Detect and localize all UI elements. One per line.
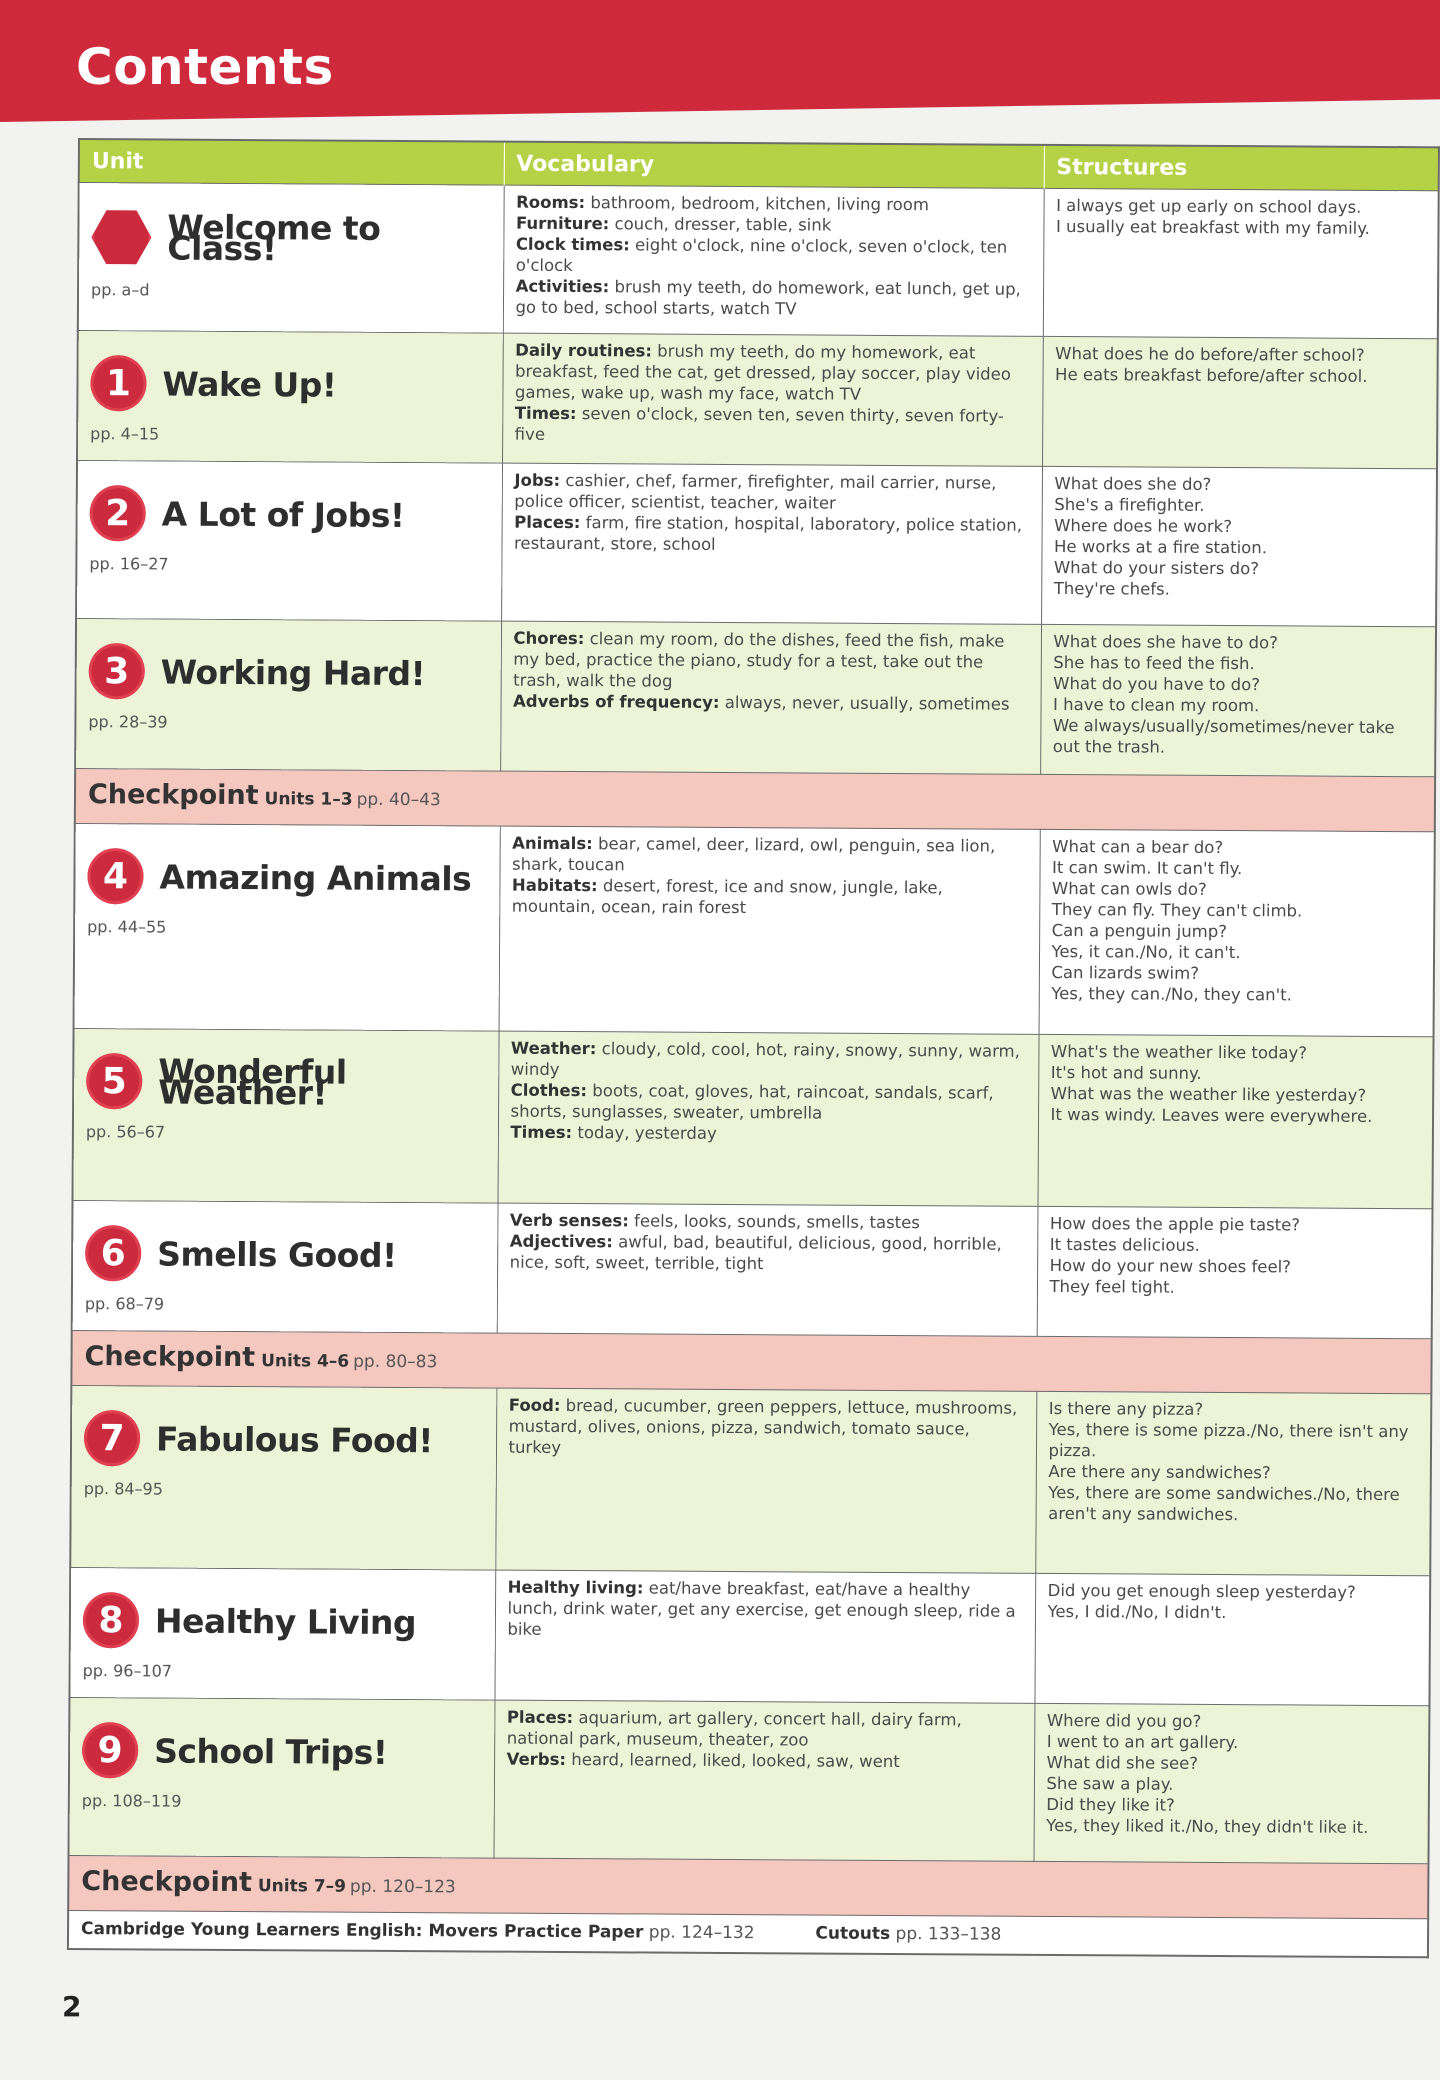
vocabulary-label: Chores: [513,628,585,649]
structure-sentence: He works at a fire station. [1053,536,1268,558]
table-body [68,183,1439,1919]
vocabulary-words: brush my teeth, do my homework, eat breakfast, feed the cat, get dressed, play soccer, play video games, wake up, wash my face, watch TV [514,341,1012,404]
vocabulary-entry [513,691,1028,715]
structure-sentence: Yes, they liked it./No, they didn't like it. [1046,1815,1369,1837]
unit-number-badge: 1 [90,355,146,411]
unit-cell [69,1697,495,1858]
checkpoint-units: Units 1–3 [264,788,353,810]
unit-number-badge: 5 [86,1053,142,1109]
unit-title: A Lot of Jobs! [161,494,405,535]
vocabulary-label: Jobs: [514,470,561,490]
unit-title: Smells Good! [157,1234,397,1275]
unit-pages: pp. 4–15 [90,424,160,444]
vocabulary-cell [502,333,1043,466]
structure-sentence: She saw a play. [1046,1773,1174,1794]
unit-cell [69,1567,495,1700]
unit-row [72,1200,1433,1338]
vocabulary-entry [508,1395,1023,1461]
structure-sentence: She has to feed the fish. [1053,652,1255,674]
practice-paper-pages: pp. 124–132 [648,1922,755,1944]
structure-sentence: It can swim. It can't fly. [1052,857,1243,879]
vocabulary-words: eat/have breakfast, eat/have a healthy lunch, drink water, get any exercise, get enough sleep, ride a bike [507,1578,1016,1639]
structure-sentence: It's hot and sunny. [1050,1062,1202,1083]
unit-row [77,331,1438,469]
vocabulary-entry [516,234,1031,279]
practice-paper-label: Cambridge Young Learners English: Movers Practice Paper [80,1919,644,1943]
unit-heading [84,1410,484,1468]
unit-pages: pp. a–d [91,280,150,300]
vocabulary-label: Weather: [510,1038,597,1059]
checkpoint-cell [71,1330,1431,1393]
vocabulary-words: aquarium, art gallery, concert hall, dairy farm, national park, museum, theater, zoo [506,1708,962,1750]
vocabulary-words: always, never, usually, sometimes [719,692,1010,714]
structures-cell [1040,624,1436,776]
contents-frame [67,138,1438,1994]
structures-cell [1035,1391,1431,1575]
vocabulary-label: Places: [514,512,581,533]
checkpoint-pages: pp. 40–43 [356,789,441,810]
unit-cell [74,823,500,1031]
structure-sentence: What did she see? [1046,1752,1199,1773]
unit-number-badge: 9 [82,1722,138,1778]
welcome-badge-icon [91,207,151,267]
vocabulary-label: Times: [514,403,577,424]
structure-sentence: Yes, they can./No, they can't. [1051,983,1292,1005]
vocabulary-entry [513,628,1028,694]
structure-sentence: Did you get enough sleep yesterday? [1047,1580,1356,1602]
vocabulary-entry [511,1038,1026,1083]
structure-sentence: Can a penguin jump? [1051,920,1228,942]
vocabulary-label: Healthy living: [507,1577,644,1598]
structure-sentence: How do your new shoes feel? [1049,1255,1292,1277]
vocabulary-label: Rooms: [516,192,586,213]
structure-sentence: Yes, there are some sandwiches./No, there aren't any sandwiches. [1048,1482,1400,1525]
vocabulary-label: Places: [506,1707,574,1728]
vocabulary-entry [515,276,1030,321]
structures-cell [1037,1034,1433,1208]
unit-title: School Trips! [154,1730,388,1772]
checkpoint-cell [68,1855,1428,1918]
vocabulary-words: heard, learned, liked, looked, saw, went [565,1750,900,1772]
vocabulary-words: today, yesterday [572,1123,717,1143]
checkpoint-title: Checkpoint [87,778,259,811]
unit-row [70,1385,1431,1575]
vocabulary-label: Verbs: [506,1749,567,1770]
footer-row [68,1910,1428,1957]
vocabulary-words: cloudy, cold, cool, hot, rainy, snowy, sunny, warm, windy [510,1039,1020,1079]
structure-sentence: She's a firefighter. [1054,494,1205,515]
page-title: Contents [76,38,334,96]
unit-number-badge: 7 [84,1410,140,1466]
vocabulary-label: Activities: [515,276,610,297]
unit-row [69,1567,1430,1705]
vocabulary-entry [507,1707,1022,1752]
structure-sentence: Can lizards swim? [1051,962,1200,983]
vocabulary-cell [497,1203,1038,1336]
structure-sentence: Is there any pizza? [1048,1398,1204,1419]
vocabulary-words: bread, cucumber, green peppers, lettuce, mushrooms, mustard, olives, onions, pizza, sandwich, tomato sauce, turkey [508,1395,1018,1457]
structures-cell [1033,1703,1429,1863]
vocabulary-words: couch, dresser, table, sink [609,214,832,235]
structure-sentence: What does she do? [1054,473,1212,494]
structure-sentence: What do your sisters do? [1053,557,1260,579]
structure-sentence: What was the weather like yesterday? [1050,1083,1367,1105]
unit-heading [90,485,490,543]
structure-sentence: How does the apple pie taste? [1049,1213,1301,1235]
structure-sentence: We always/usually/sometimes/never take out the trash. [1052,715,1395,757]
unit-heading [90,355,490,413]
vocabulary-entry [510,1231,1025,1276]
header-vocabulary: Vocabulary [504,142,1044,189]
vocabulary-label: Clothes: [510,1080,588,1101]
unit-pages: pp. 56–67 [85,1122,166,1142]
unit-row [75,618,1436,776]
vocabulary-cell [500,621,1041,774]
vocabulary-words: awful, bad, beautiful, delicious, good, horrible, nice, soft, sweet, terrible, tight [509,1232,1002,1274]
page-number: 2 [62,1990,82,2023]
vocabulary-entry [514,512,1029,557]
structures-cell [1034,1573,1430,1705]
vocabulary-label: Clock times: [515,234,630,255]
unit-cell [76,461,502,622]
unit-title: Wonderful Weather! [158,1051,347,1113]
vocabulary-words: cashier, chef, farmer, firefighter, mail carrier, nurse, police officer, scientist, teacher, waiter [514,470,997,513]
vocabulary-label: Animals: [512,833,593,854]
vocabulary-words: desert, forest, ice and snow, jungle, lake, mountain, ocean, rain forest [511,876,943,918]
unit-title: Healthy Living [154,1600,417,1642]
unit-row [78,183,1439,339]
vocabulary-words: bathroom, bedroom, kitchen, living room [585,193,929,215]
footer-cell [68,1910,1428,1957]
unit-title: Wake Up! [162,364,337,405]
unit-cell [78,183,504,334]
vocabulary-cell [495,1388,1036,1573]
unit-number-badge: 3 [89,643,145,699]
vocabulary-cell [499,826,1040,1034]
vocabulary-label: Adverbs of frequency: [513,691,720,712]
header-unit: Unit [79,139,504,185]
vocabulary-entry [507,1749,1022,1773]
vocabulary-label: Times: [510,1122,573,1143]
structure-sentence: What can a bear do? [1052,836,1224,858]
vocabulary-words: boots, coat, gloves, hat, raincoat, sandals, scarf, shorts, sunglasses, sweater, umbrella [510,1081,994,1123]
vocabulary-label: Daily routines: [515,340,653,361]
unit-heading [87,848,487,906]
unit-heading [83,1592,483,1650]
structures-cell [1042,336,1438,468]
unit-pages: pp. 44–55 [87,917,167,937]
structure-sentence: Are there any sandwiches? [1048,1461,1271,1483]
structure-sentence: What does she have to do? [1053,631,1278,653]
checkpoint-row [71,1330,1431,1393]
unit-number-badge: 4 [87,848,143,904]
unit-pages: pp. 16–27 [89,554,169,574]
vocabulary-entry [507,1577,1022,1643]
checkpoint-pages: pp. 120–123 [349,1876,456,1897]
vocabulary-label: Food: [508,1395,561,1415]
checkpoint-units: Units 4–6 [261,1350,350,1372]
structure-sentence: What's the weather like today? [1050,1041,1308,1063]
vocabulary-entry [515,340,1030,406]
structure-sentence: I always get up early on school days. [1056,195,1362,217]
unit-pages: pp. 96–107 [82,1661,173,1681]
structures-cell [1043,188,1439,338]
unit-pages: pp. 84–95 [83,1479,164,1499]
unit-number-badge: 2 [90,485,146,541]
vocabulary-words: seven o'clock, seven ten, seven thirty, seven forty-five [514,404,1004,444]
checkpoint-title: Checkpoint [84,1340,256,1373]
unit-row [73,1028,1434,1208]
vocabulary-label: Habitats: [511,875,598,896]
structure-sentence: They feel tight. [1049,1276,1175,1297]
unit-pages: pp. 108–119 [81,1791,182,1811]
vocabulary-entry [515,403,1030,448]
checkpoint-title: Checkpoint [81,1865,253,1898]
structure-sentence: Yes, there is some pizza./No, there isn't any pizza. [1048,1419,1409,1461]
vocabulary-entry [510,1080,1025,1125]
structure-sentence: What does he do before/after school? [1055,343,1365,365]
structure-sentence: It tastes delicious. [1049,1234,1200,1255]
vocabulary-words: farm, fire station, hospital, laboratory, police station, restaurant, store, school [513,513,1023,554]
vocabulary-cell [494,1700,1035,1861]
structure-sentence: It was windy. Leaves were everywhere. [1050,1104,1373,1126]
structure-sentence: I have to clean my room. [1052,694,1260,716]
unit-pages: pp. 68–79 [84,1294,165,1314]
vocabulary-cell [501,463,1042,624]
unit-cell [75,618,501,771]
structure-sentence: What do you have to do? [1053,673,1261,695]
vocabulary-entry [512,833,1027,878]
unit-heading [82,1722,482,1780]
unit-cell [77,331,503,464]
unit-heading [86,1053,486,1111]
unit-cell [73,1028,499,1203]
unit-number-badge: 6 [85,1225,141,1281]
unit-number-badge: 8 [83,1592,139,1648]
unit-cell [72,1200,498,1333]
unit-row [74,823,1435,1036]
unit-heading [89,643,489,701]
unit-heading [91,207,491,269]
vocabulary-entry [514,470,1029,515]
vocabulary-entry [510,1122,1025,1146]
structures-cell [1039,829,1435,1036]
unit-pages: pp. 28–39 [88,712,168,732]
header-structures: Structures [1044,145,1439,191]
unit-row [69,1697,1430,1863]
structure-sentence: What can owls do? [1051,878,1207,899]
structure-sentence: I usually eat breakfast with my family. [1055,216,1371,238]
vocabulary-label: Verb senses: [509,1210,629,1231]
structures-cell [1041,466,1437,626]
unit-row [76,461,1437,627]
vocabulary-label: Adjectives: [509,1231,613,1252]
structure-sentence: They can fly. They can't climb. [1051,899,1303,921]
vocabulary-words: bear, camel, deer, lizard, owl, penguin, sea lion, shark, toucan [512,834,996,875]
checkpoint-row [68,1855,1428,1918]
vocabulary-words: feels, looks, sounds, smells, tastes [628,1211,920,1233]
checkpoint-cell [75,768,1435,831]
structure-sentence: Where does he work? [1054,515,1233,537]
unit-title: Amazing Animals [159,857,472,898]
structure-sentence: Yes, I did./No, I didn't. [1047,1601,1227,1623]
vocabulary-cell [498,1031,1039,1206]
unit-title: Working Hard! [160,652,426,693]
checkpoint-pages: pp. 80–83 [353,1351,438,1372]
unit-title: Fabulous Food! [155,1419,433,1460]
vocabulary-words: brush my teeth, do homework, eat lunch, get up, go to bed, school starts, watch TV [515,277,1021,319]
vocabulary-words: eight o'clock, nine o'clock, seven o'clock, ten o'clock [515,235,1008,276]
structure-sentence: Did they like it? [1046,1794,1175,1815]
structure-sentence: They're chefs. [1053,578,1170,599]
structures-cell [1037,1206,1433,1338]
checkpoint-units: Units 7–9 [257,1875,347,1897]
unit-cell [70,1385,496,1570]
structure-sentence: I went to an art gallery. [1046,1731,1239,1753]
vocabulary-cell [494,1570,1035,1703]
contents-table [67,138,1440,1958]
cutouts-label: Cutouts [815,1923,891,1944]
vocabulary-label: Furniture: [515,213,610,234]
structure-sentence: Yes, it can./No, it can't. [1051,941,1241,963]
cutouts-pages: pp. 133–138 [895,1924,1002,1945]
unit-heading [85,1225,485,1283]
vocabulary-entry [512,875,1027,920]
checkpoint-row [75,768,1435,831]
vocabulary-cell [503,185,1044,336]
structure-sentence: He eats breakfast before/after school. [1055,364,1368,386]
structure-sentence: Where did you go? [1046,1710,1202,1731]
vocabulary-words: clean my room, do the dishes, feed the fish, make my bed, practice the piano, study for a test, take out the trash, walk the dog [513,629,1005,691]
unit-title: Welcome to Class! [167,207,381,269]
